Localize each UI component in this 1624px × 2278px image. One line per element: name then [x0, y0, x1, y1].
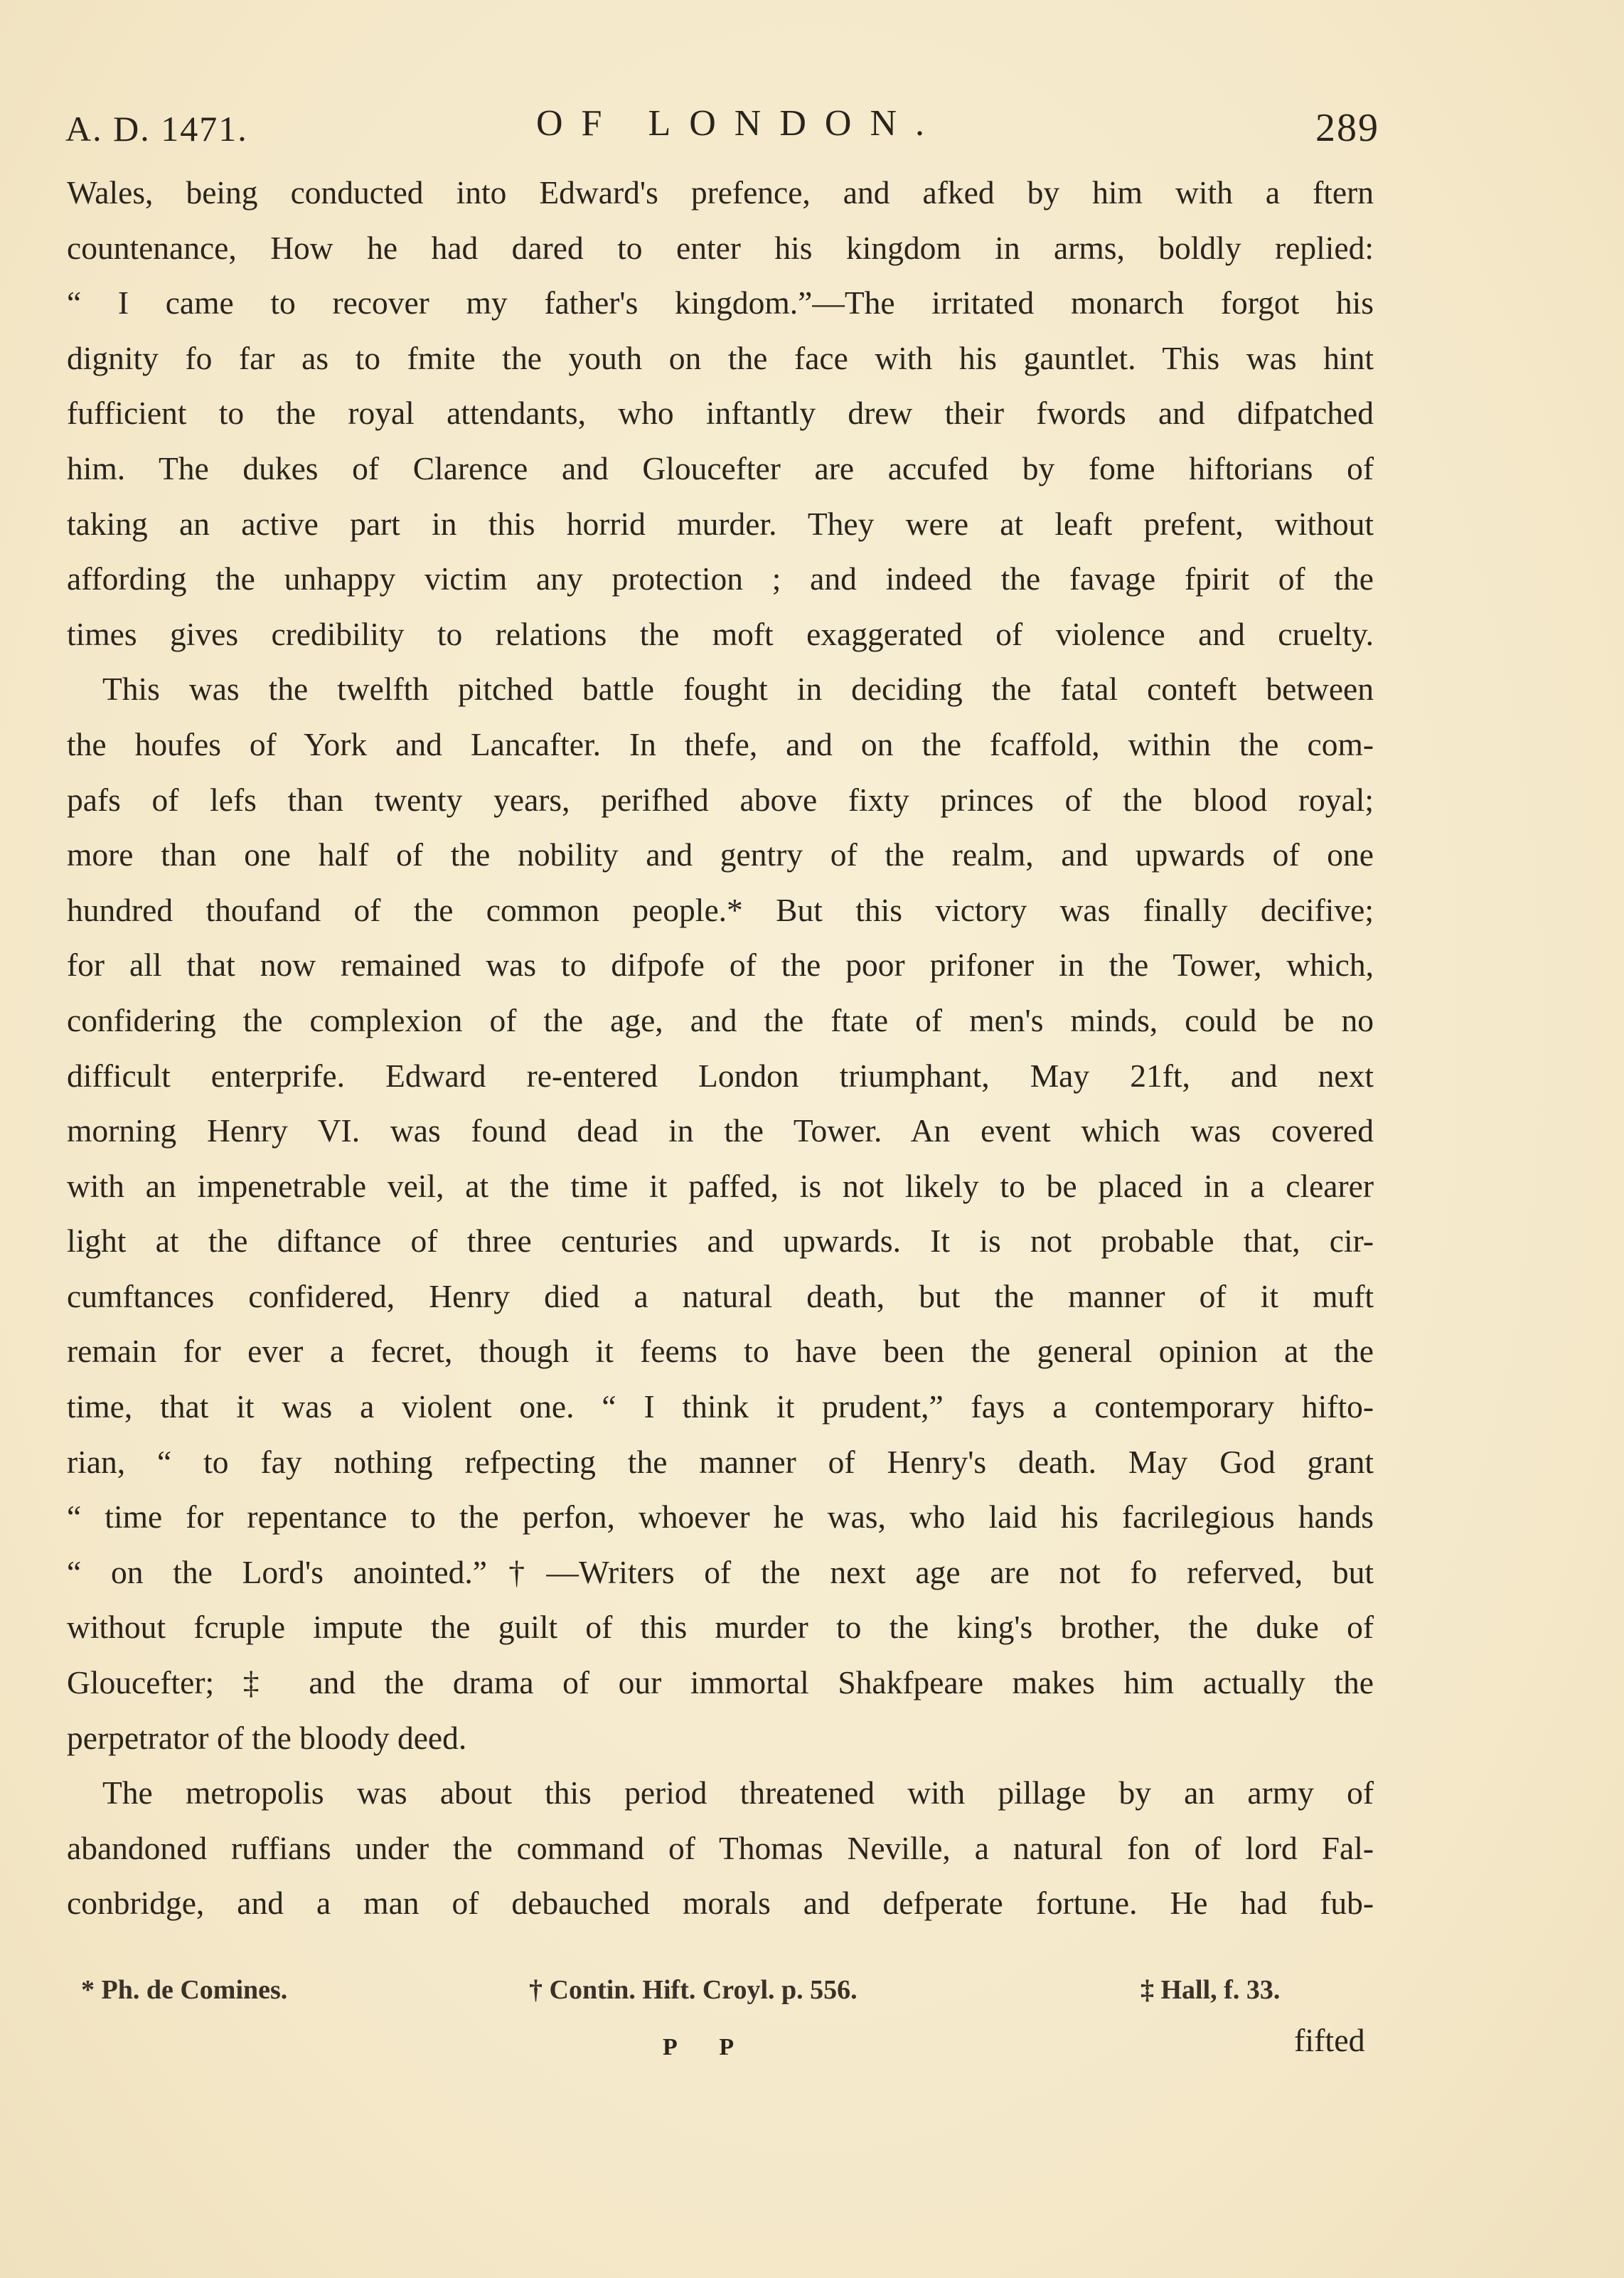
text-line: morning Henry VI. was found dead in the Tower. An event which was covered — [67, 1112, 1374, 1149]
text-line: without fcruple impute the guilt of this murder to the king's brother, the duke of — [67, 1609, 1374, 1646]
text-line: hundred thoufand of the common people.* But this victory was finally decifive; — [67, 891, 1374, 928]
text-line: rian, “ to fay nothing refpecting the manner of Henry's death. May God grant — [67, 1443, 1374, 1480]
text-line: perpetrator of the bloody deed. — [67, 1719, 467, 1756]
catchword: fifted — [1294, 2022, 1365, 2058]
text-line: dignity fo far as to fmite the youth on the face with his gauntlet. This was hint — [67, 339, 1374, 376]
text-line: for all that now remained was to difpofe of the poor prifoner in the Tower, which, — [67, 947, 1374, 984]
text-line: fufficient to the royal attendants, who inftantly drew their fwords and difpatched — [67, 395, 1374, 432]
text-line: with an impenetrable veil, at the time it paffed, is not likely to be placed in a clearer — [67, 1167, 1374, 1204]
header-title: OF LONDON. — [536, 103, 943, 144]
text-line: him. The dukes of Clarence and Gloucefter are accufed by fome hiftorians of — [67, 449, 1374, 486]
header-year: A. D. 1471. — [65, 109, 248, 149]
text-line: remain for ever a fecret, though it feems to have been the general opinion at the — [67, 1333, 1374, 1370]
footnote-2: † Contin. Hift. Croyl. p. 556. — [529, 1975, 858, 2005]
text-line: “ I came to recover my father's kingdom.”—The irritated monarch forgot his — [67, 284, 1374, 321]
text-line: taking an active part in this horrid murder. They were at leaft prefent, without — [67, 505, 1374, 542]
footnote-1: * Ph. de Comines. — [81, 1975, 288, 2005]
text-line: Wales, being conducted into Edward's prefence, and afked by him with a ftern — [67, 174, 1374, 211]
paragraph-1 — [67, 165, 1374, 661]
text-line: time, that it was a violent one. “ I think it prudent,” fays a contemporary hifto- — [67, 1388, 1374, 1425]
running-header — [65, 98, 1379, 155]
text-line: This was the twelfth pitched battle fought in deciding the fatal conteft between — [102, 671, 1374, 708]
footnote-3: ‡ Hall, f. 33. — [1140, 1975, 1281, 2005]
text-line: the houfes of York and Lancafter. In thefe, and on the fcaffold, within the com- — [67, 725, 1374, 762]
signature-mark: P P — [663, 2034, 753, 2060]
text-line: countenance, How he had dared to enter his kingdom in arms, boldly replied: — [67, 229, 1374, 266]
footnotes — [67, 1974, 1374, 2017]
text-line: confidering the complexion of the age, and the ftate of men's minds, could be no — [67, 1001, 1374, 1038]
paragraph-2 — [67, 661, 1374, 1765]
text-line: “ on the Lord's anointed.”†—Writers of the next age are not fo referved, but — [67, 1553, 1374, 1590]
body-text — [67, 165, 1374, 1931]
page-number: 289 — [1315, 106, 1379, 150]
paragraph-3 — [67, 1765, 1374, 1931]
text-line: Gloucefter; ‡ and the drama of our immortal Shakfpeare makes him actually the — [67, 1664, 1374, 1701]
text-line: difficult enterprife. Edward re-entered London triumphant, May 21ft, and next — [67, 1057, 1374, 1094]
text-line: cumftances confidered, Henry died a natural death, but the manner of it muft — [67, 1277, 1374, 1314]
text-line: affording the unhappy victim any protection ; and indeed the favage fpirit of the — [67, 560, 1374, 597]
text-line: pafs of lefs than twenty years, perifhed above fixty princes of the blood royal; — [67, 781, 1374, 818]
text-line: times gives credibility to relations the moft exaggerated of violence and cruelty. — [67, 615, 1374, 652]
text-line: light at the diftance of three centuries and upwards. It is not probable that, cir- — [67, 1223, 1374, 1260]
text-line: “ time for repentance to the perfon, whoever he was, who laid his facrilegious hands — [67, 1499, 1374, 1535]
text-line: more than one half of the nobility and gentry of the realm, and upwards of one — [67, 836, 1374, 873]
text-line: conbridge, and a man of debauched morals and defperate fortune. He had fub- — [67, 1885, 1374, 1922]
text-line: The metropolis was about this period threatened with pillage by an army of — [102, 1774, 1374, 1811]
text-line: abandoned ruffians under the command of Thomas Neville, a natural fon of lord Fal- — [67, 1829, 1374, 1866]
